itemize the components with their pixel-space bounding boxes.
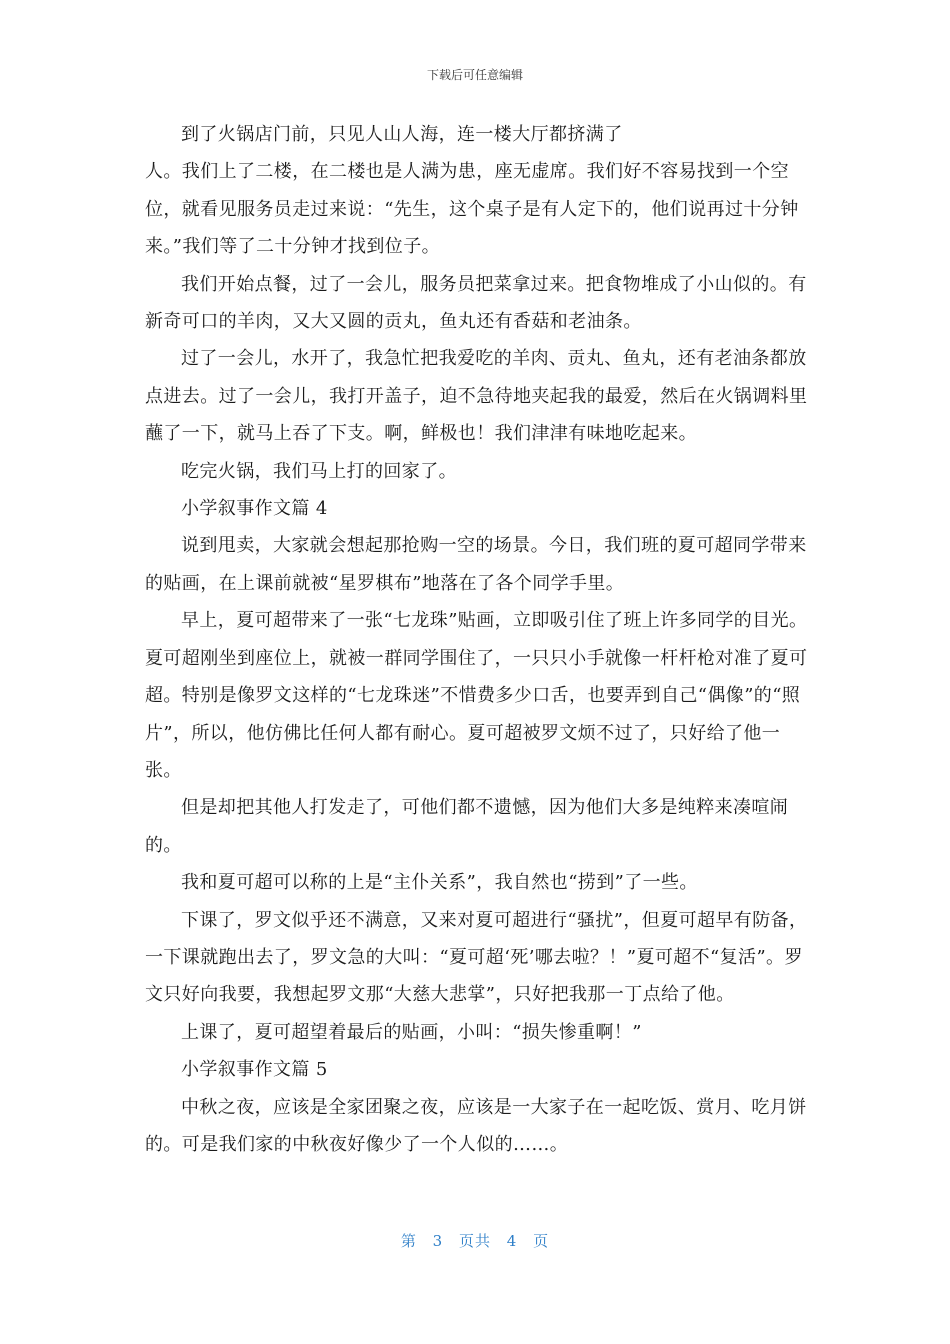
current-page-number: 3 xyxy=(432,1232,444,1250)
paragraph: 上课了，夏可超望着最后的贴画，小叫：“损失惨重啊！” xyxy=(181,1021,642,1043)
section-heading: 小学叙事作文篇 4 xyxy=(181,498,328,520)
paragraph: 说到甩卖，大家就会想起那抢购一空的场景。今日，我们班的夏可超同学带来的贴画，在上课前就被“星罗棋布”地落在了各个同学手里。 xyxy=(145,535,807,594)
page-header: 下载后可任意编辑 xyxy=(426,68,523,82)
paragraph: 到了火锅店门前，只见人山人海，连一楼大厅都挤满了 人。我们上了二楼，在二楼也是人满为患，座无虚席。我们好不容易找到一个空位，就看见服务员走过来说：“先生，这个桌子是有人定下的，他们说再过十分钟来。”我们等了二十分钟才找到位子。 xyxy=(145,124,799,258)
paragraph: 我和夏可超可以称的上是“主仆关系”，我自然也“捞到”了一些。 xyxy=(181,872,698,894)
paragraph: 我们开始点餐，过了一会儿，服务员把菜拿过来。把食物堆成了小山似的。有新奇可口的羊肉，又大又圆的贡丸，鱼丸还有香菇和老油条。 xyxy=(145,273,807,333)
paragraph: 中秋之夜，应该是全家团聚之夜，应该是一大家子在一起吃饭、赏月、吃月饼的。可是我们家的中秋夜好像少了一个人似的……。 xyxy=(145,1096,807,1155)
total-page-number: 4 xyxy=(506,1232,518,1250)
footer-prefix: 第 xyxy=(400,1232,417,1250)
paragraph: 早上，夏可超带来了一张“七龙珠”贴画，立即吸引住了班上许多同学的目光。夏可超刚坐到座位上，就被一群同学围住了，一只只小手就像一杆杆枪对准了夏可超。特别是像罗文这样的“七龙珠迷”不惜费多少口舌，也要弄到自己“偶像”的“照片”，所以，他仿佛比任何人都有耐心。夏可超被罗文烦不过了，只好给了他一张。 xyxy=(145,610,808,781)
footer-suffix: 页 xyxy=(533,1232,550,1250)
paragraph: 但是却把其他人打发走了，可他们都不遗憾，因为他们大多是纯粹来凑喧闹的。 xyxy=(145,797,789,856)
paragraph: 过了一会儿，水开了，我急忙把我爱吃的羊肉、贡丸、鱼丸，还有老油条都放点进去。过了一会儿，我打开盖子，迫不急待地夹起我的最爱，然后在火锅调料里蘸了一下，就马上吞了下支。啊，鲜极也！我们津津有味地吃起来。 xyxy=(145,348,808,445)
footer-middle: 页共 xyxy=(458,1232,491,1250)
document-body xyxy=(145,116,810,1163)
page-footer xyxy=(0,1230,950,1251)
section-heading: 小学叙事作文篇 5 xyxy=(181,1059,328,1081)
paragraph: 下课了，罗文似乎还不满意，又来对夏可超进行“骚扰”，但夏可超早有防备，一下课就跑出去了，罗文急的大叫：“夏可超‘死’哪去啦？！”夏可超不“复活”。罗文只好向我要，我想起罗文那“大慈大悲掌”，只好把我那一丁点给了他。 xyxy=(145,909,808,1006)
paragraph: 吃完火锅，我们马上打的回家了。 xyxy=(181,460,457,482)
